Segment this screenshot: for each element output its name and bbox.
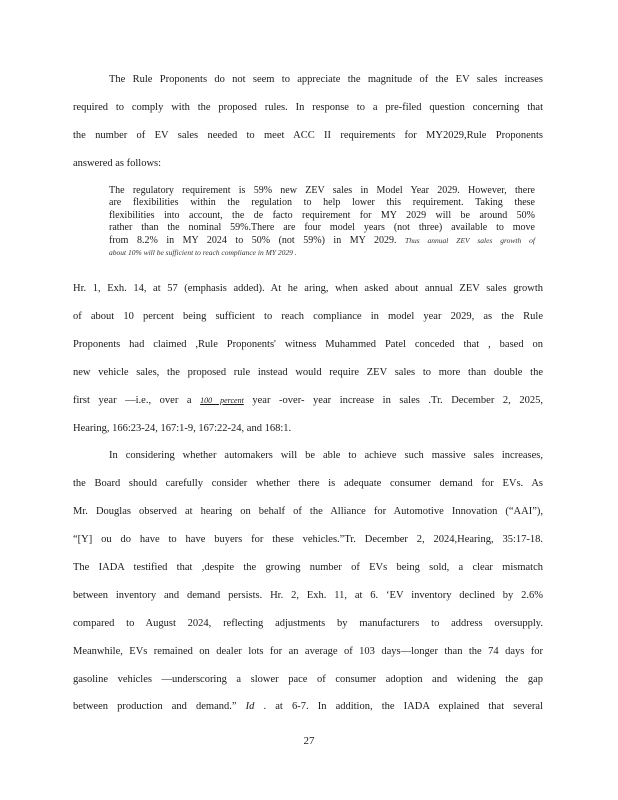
body-text-line: the Board should carefully consider whether there is adequate consumer demand for EVs. As xyxy=(73,478,543,489)
body-text-line xyxy=(73,700,543,714)
body-text-line: compared to August 2024, reflecting adjustments by manufacturers to address oversupply. xyxy=(73,618,543,629)
body-text-line: new vehicle sales, the proposed rule instead would require ZEV sales to more than double the xyxy=(73,367,543,378)
quote-emphasis-line: about 10% will be sufficient to reach compliance in MY 2029 . xyxy=(109,248,297,257)
body-text-line: answered as follows: xyxy=(73,158,162,169)
quote-plain-text: from 8.2% in MY 2024 to 50% (not 59%) in MY 2029. xyxy=(109,235,397,246)
body-text-line: “[Y] ou do have to have buyers for these vehicles.”Tr. December 2, 2024,Hearing, 35:17-18. xyxy=(73,534,543,545)
quote-emphasis-text: Thus annual ZEV sales growth of xyxy=(405,236,536,245)
body-text-segment: . at 6-7. In addition, the IADA explained that several xyxy=(263,701,543,712)
block-quote-line: rather than the nominal 59%.There are four model years (not three) available to move xyxy=(109,222,535,233)
block-quote-line xyxy=(109,235,535,247)
body-text-segment: first year —i.e., over a xyxy=(73,395,192,406)
body-text-line: required to comply with the proposed rules. In response to a pre-filed question concerning that xyxy=(73,102,543,113)
block-quote-line: The regulatory requirement is 59% new ZEV sales in Model Year 2029. However, there xyxy=(109,185,535,196)
page-number: 27 xyxy=(303,735,315,747)
block-quote-line: are flexibilities within the regulation to help lower this requirement. Taking these xyxy=(109,197,535,208)
citation-id-text: Id xyxy=(245,701,255,712)
body-text-line: the number of EV sales needed to meet ACC II requirements for MY2029,Rule Proponents xyxy=(73,130,543,141)
body-text-line: The Rule Proponents do not seem to appreciate the magnitude of the EV sales increases xyxy=(109,74,543,85)
italic-underlined-text: 100 percent xyxy=(200,396,244,405)
body-text-line: Hearing, 166:23-24, 167:1-9, 167:22-24, and 168:1. xyxy=(73,423,292,434)
body-text-line: Proponents had claimed ,Rule Proponents' witness Muhammed Patel conceded that , based on xyxy=(73,339,543,350)
body-text-line: Meanwhile, EVs remained on dealer lots for an average of 103 days—longer than the 74 days for xyxy=(73,646,543,657)
body-text-segment: year -over- year increase in sales .Tr. December 2, 2025, xyxy=(252,395,543,406)
body-text-line: Hr. 1, Exh. 14, at 57 (emphasis added). At he aring, when asked about annual ZEV sales growth xyxy=(73,283,543,294)
body-text-line: between inventory and demand persists. Hr. 2, Exh. 11, at 6. ‘EV inventory declined by 2.6% xyxy=(73,590,543,601)
body-text-line: of about 10 percent being sufficient to reach compliance in model year 2029, as the Rule xyxy=(73,311,543,322)
body-text-line xyxy=(73,394,543,408)
body-text-line: The IADA testified that ,despite the growing number of EVs being sold, a clear mismatch xyxy=(73,562,543,573)
body-text-line: In considering whether automakers will be able to achieve such massive sales increases, xyxy=(109,450,543,461)
body-text-line: gasoline vehicles —underscoring a slower pace of consumer adoption and widening the gap xyxy=(73,674,543,685)
body-text-line: Mr. Douglas observed at hearing on behalf of the Alliance for Automotive Innovation (“AAI”), xyxy=(73,506,543,517)
block-quote-line: flexibilities into account, the de facto requirement for MY 2029 will be around 50% xyxy=(109,210,535,221)
body-text-segment: between production and demand.” xyxy=(73,701,237,712)
